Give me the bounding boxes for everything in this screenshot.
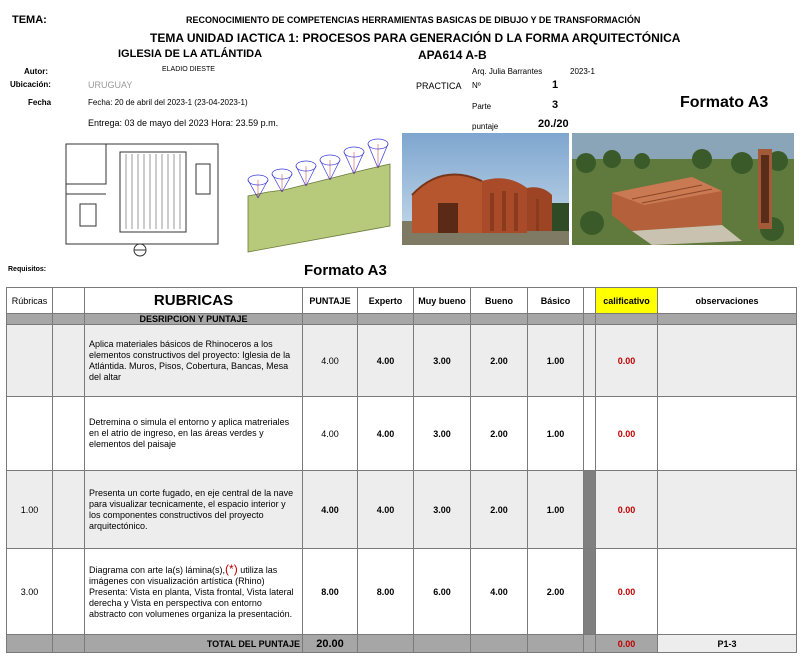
rubrica-value: [7, 325, 53, 397]
experto-cell: 8.00: [358, 549, 414, 635]
puntaje-cell: 4.00: [303, 397, 358, 471]
col-rubricas: Rúbricas: [7, 288, 53, 314]
profesor-name: Arq. Julia Barrantes: [472, 67, 543, 76]
puntaje-value: 20./20: [538, 118, 569, 130]
calificativo-cell: 0.00: [596, 549, 658, 635]
fecha-value: Fecha: 20 de abril del 2023-1 (23-04-2023-1): [88, 98, 248, 107]
bueno-cell: 2.00: [471, 397, 528, 471]
basico-cell: 1.00: [528, 471, 584, 549]
table-row: [7, 549, 797, 635]
col-basico: Básico: [528, 288, 584, 314]
rubric-description: Aplica materiales básicos de Rhinoceros a los elementos constructivos del proyecto: Iglesia de la Atlántida. Muros, Pisos, Cobertura, Bancas, Mesa del altar: [85, 325, 303, 397]
subheader-row: [7, 314, 797, 325]
rubrica-value: 1.00: [7, 471, 53, 549]
total-label: TOTAL DEL PUNTAJE: [85, 635, 303, 653]
tema-title: RECONOCIMIENTO DE COMPETENCIAS HERRAMIENTAS BASICAS DE DIBUJO Y DE TRANSFORMACIÓN: [186, 15, 641, 25]
numero-value: 1: [552, 79, 559, 91]
table-header-row: [7, 288, 797, 314]
calificativo-cell: 0.00: [596, 397, 658, 471]
muy-bueno-cell: 3.00: [414, 471, 471, 549]
rubrica-value: 3.00: [7, 549, 53, 635]
fecha-label: Fecha: [28, 98, 52, 107]
experto-cell: 4.00: [358, 325, 414, 397]
col-bueno: Bueno: [471, 288, 528, 314]
col-spacer: [584, 288, 596, 314]
formato-right: Formato A3: [680, 94, 769, 111]
col-muy-bueno: Muy bueno: [414, 288, 471, 314]
course-code: APA614 A-B: [418, 48, 487, 62]
entrega-text: Entrega: 03 de mayo del 2023 Hora: 23.59 p.m.: [88, 118, 279, 128]
parte-value: 3: [552, 99, 559, 111]
rubric-description: Presenta un corte fugado, en eje central de la nave para visualizar tecnicamente, el espacio interior y los componentes constructivos del proyecto arquitectónico.: [85, 471, 303, 549]
autor-label: Autor:: [24, 67, 48, 76]
rubric-description: Diagrama con arte la(s) lámina(s),(*) utiliza las imágenes con visualización artística (Rhino) Presenta: Vista en planta, Vista frontal, Vista lateral derecha y Vista en perspectiva con entorno abstracto con volumenes organiza la presentación.: [85, 549, 303, 635]
calificativo-cell: 0.00: [596, 325, 658, 397]
puntaje-cell: 4.00: [303, 471, 358, 549]
total-row: [7, 635, 797, 653]
ubicacion-value: URUGUAY: [88, 80, 133, 90]
tema-label: TEMA:: [12, 14, 47, 26]
muy-bueno-cell: 6.00: [414, 549, 471, 635]
col-puntaje: PUNTAJE: [303, 288, 358, 314]
obra-title: IGLESIA DE LA ATLÁNTIDA: [118, 48, 263, 60]
col-blank: [53, 288, 85, 314]
experto-cell: 4.00: [358, 397, 414, 471]
floor-plan-drawing: [60, 134, 232, 260]
ubicacion-label: Ubicación:: [10, 80, 51, 89]
col-experto: Experto: [358, 288, 414, 314]
muy-bueno-cell: 3.00: [414, 397, 471, 471]
periodo: 2023-1: [570, 67, 595, 76]
subheader-label: DESRIPCION Y PUNTAJE: [85, 314, 303, 325]
table-row: [7, 397, 797, 471]
basico-cell: 1.00: [528, 397, 584, 471]
col-rubricas-title: RUBRICAS: [85, 288, 303, 314]
autor-value: ELADIO DIESTE: [162, 66, 215, 73]
experto-cell: 4.00: [358, 471, 414, 549]
table-row: [7, 471, 797, 549]
bueno-cell: 2.00: [471, 325, 528, 397]
col-calificativo: calificativo: [596, 288, 658, 314]
puntaje-label: puntaje: [472, 122, 499, 131]
church-photo-front: [402, 133, 569, 245]
basico-cell: 2.00: [528, 549, 584, 635]
bueno-cell: 4.00: [471, 549, 528, 635]
rubric-table: [6, 287, 797, 653]
numero-label: Nº: [472, 81, 481, 90]
col-observaciones: observaciones: [658, 288, 797, 314]
table-row: [7, 325, 797, 397]
calificativo-cell: 0.00: [596, 471, 658, 549]
observaciones-cell[interactable]: [658, 549, 797, 635]
practica-label: PRACTICA: [416, 81, 462, 91]
total-value: 20.00: [303, 635, 358, 653]
total-observaciones: P1-3: [658, 635, 797, 653]
church-photo-aerial: [572, 133, 794, 245]
total-calificativo: 0.00: [596, 635, 658, 653]
asterisk-mark: (*): [225, 561, 238, 576]
observaciones-cell[interactable]: [658, 471, 797, 549]
parte-label: Parte: [472, 102, 492, 111]
rubric-description: Detremina o simula el entorno y aplica matreriales en el atrio de ingreso, en las áreas verdes y elementos del paisaje: [85, 397, 303, 471]
observaciones-cell[interactable]: [658, 325, 797, 397]
basico-cell: 1.00: [528, 325, 584, 397]
formato-center: Formato A3: [304, 262, 387, 279]
requisitos-label: Requisitos:: [8, 266, 47, 273]
puntaje-cell: 4.00: [303, 325, 358, 397]
rubrica-value: [7, 397, 53, 471]
puntaje-cell: 8.00: [303, 549, 358, 635]
wall-3d-model: [240, 134, 400, 260]
unidad-title: TEMA UNIDAD IACTICA 1: PROCESOS PARA GENERACIÓN D LA FORMA ARQUITECTÓNICA: [150, 31, 681, 45]
bueno-cell: 2.00: [471, 471, 528, 549]
observaciones-cell[interactable]: [658, 397, 797, 471]
muy-bueno-cell: 3.00: [414, 325, 471, 397]
